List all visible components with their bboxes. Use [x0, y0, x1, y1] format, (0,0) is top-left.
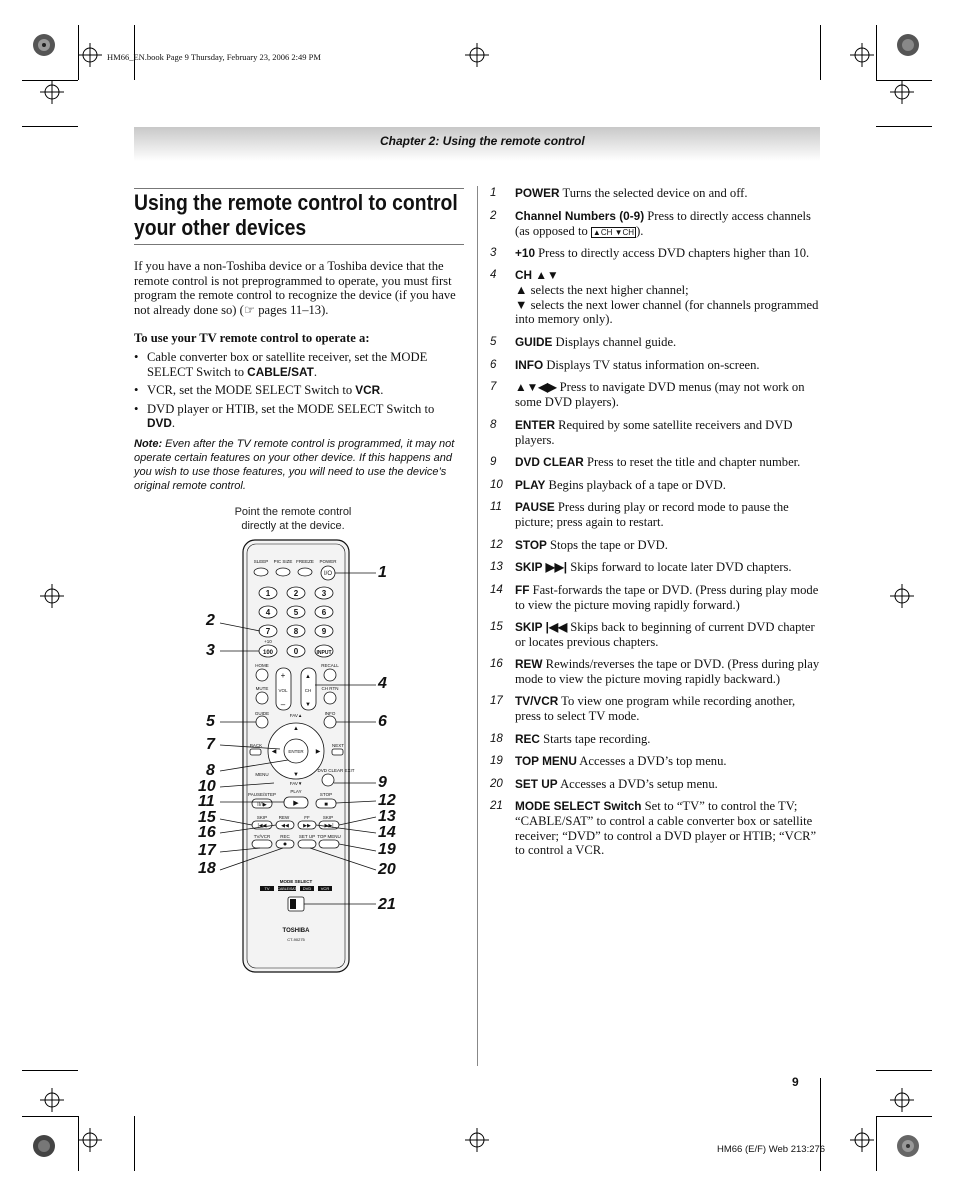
svg-text:▶▶: ▶▶	[303, 823, 311, 829]
svg-text:VOL: VOL	[278, 688, 288, 693]
target-icon	[78, 1128, 102, 1152]
channel-buttons-icon: ▲CH ▼CH	[592, 227, 635, 237]
callout-number: 2	[206, 612, 215, 629]
bullet-list	[134, 350, 464, 435]
target-icon	[890, 80, 914, 104]
list-item: 3 +10 Press to directly access DVD chapters higher than 10.	[490, 246, 810, 260]
list-item: 10 PLAY Begins playback of a tape or DVD.	[490, 478, 726, 492]
svg-text:RECALL: RECALL	[321, 663, 339, 668]
list-item: 20 SET UP Accesses a DVD’s setup menu.	[490, 777, 718, 791]
svg-text:SLEEP: SLEEP	[253, 559, 269, 564]
svg-text:DVD CLEAR EXIT: DVD CLEAR EXIT	[317, 768, 355, 773]
callout-number: 7	[206, 736, 215, 753]
list-item: 8 ENTER Required by some satellite receivers and DVD players.	[490, 418, 793, 447]
chapter-header: Chapter 2: Using the remote control	[380, 134, 585, 148]
svg-text:■: ■	[324, 802, 328, 808]
svg-text:HOME: HOME	[255, 663, 269, 668]
svg-text:CT-90275: CT-90275	[287, 937, 305, 942]
svg-text:4: 4	[265, 608, 271, 617]
color-target-icon	[897, 1135, 919, 1157]
list-item: 15 SKIP |◀◀ Skips back to beginning of current DVD chapter or locates previous chapters.	[490, 620, 815, 649]
callout-number: 15	[198, 809, 216, 826]
list-item: 18 REC Starts tape recording.	[490, 732, 651, 746]
page-reference-icon: ☞	[243, 302, 256, 317]
svg-text:DVD: DVD	[302, 886, 312, 891]
list-item: 14 FF Fast-forwards the tape or DVD. (Press during play mode to view the picture moving rapidly forward.)	[490, 583, 819, 612]
svg-text:II/I▶: II/I▶	[257, 802, 267, 808]
target-icon	[40, 1088, 64, 1112]
callout-number: 8	[206, 762, 215, 779]
svg-text:◀: ◀	[271, 749, 277, 755]
svg-text:PAUSE/STEP: PAUSE/STEP	[248, 792, 276, 797]
color-target-icon	[897, 34, 919, 56]
svg-text:1: 1	[265, 589, 271, 598]
svg-text:CH RTN: CH RTN	[321, 686, 339, 691]
callout-number: 14	[378, 824, 396, 841]
svg-text:◀◀: ◀◀	[281, 823, 289, 829]
target-icon	[40, 80, 64, 104]
page-title	[134, 190, 464, 240]
callout-number: 17	[198, 842, 216, 859]
svg-text:ENTER: ENTER	[288, 749, 304, 754]
svg-text:CABLE/SAT: CABLE/SAT	[277, 887, 297, 891]
file-info: HM66_EN.book Page 9 Thursday, February 23, 2006 2:49 PM	[107, 52, 321, 62]
svg-text:POWER: POWER	[319, 559, 337, 564]
callout-number: 10	[198, 778, 216, 795]
callout-number: 6	[378, 713, 387, 730]
list-item: 21 MODE SELECT Switch Set to “TV” to control the TV; “CABLE/SAT” to control a cable converter box or satellite receiver; “DVD” to control a DVD player or HTIB; “VCR” to control a VCR.	[490, 799, 817, 858]
intro-paragraph	[134, 259, 464, 317]
list-item: 16 REW Rewinds/reverses the tape or DVD. (Press during play mode to view the picture moving rapidly backward.)	[490, 657, 820, 686]
list-item: 2 Channel Numbers (0-9) Press to directly access channels (as opposed to ▲CH ▼CH ).	[490, 209, 811, 238]
list-item: • VCR, set the MODE SELECT Switch to VCR.	[134, 383, 464, 398]
page-number: 9	[792, 1075, 799, 1089]
svg-text:INFO: INFO	[324, 711, 336, 716]
svg-text:TV: TV	[264, 886, 270, 891]
svg-text:|◀◀: |◀◀	[257, 823, 267, 829]
callout-number: 18	[198, 860, 216, 877]
callout-number: 4	[378, 675, 387, 692]
list-item: 5 GUIDE Displays channel guide.	[490, 335, 677, 349]
subhead: To use your TV remote control to operate a:	[134, 331, 370, 345]
svg-text:INPUT: INPUT	[316, 650, 332, 656]
svg-text:FREEZE: FREEZE	[296, 559, 314, 564]
remote-caption: Point the remote control directly at the device.	[234, 506, 352, 532]
svg-text:5: 5	[293, 608, 299, 617]
page-title-line2: your other devices	[134, 215, 307, 240]
target-icon	[850, 1128, 874, 1152]
home-icon	[256, 669, 268, 681]
svg-text:GUIDE: GUIDE	[254, 711, 270, 716]
color-target-icon	[33, 34, 55, 56]
svg-text:8: 8	[293, 627, 299, 636]
svg-text:TOP MENU: TOP MENU	[317, 834, 341, 839]
svg-text:VCR: VCR	[320, 886, 330, 891]
callout-number: 3	[206, 642, 215, 659]
callout-number: 19	[378, 841, 396, 858]
svg-text:FAV▼: FAV▼	[289, 781, 303, 786]
list-item: 19 TOP MENU Accesses a DVD’s top menu.	[490, 754, 727, 768]
callout-number: 12	[378, 792, 396, 809]
svg-text:TOSHIBA: TOSHIBA	[282, 928, 310, 934]
svg-text:CH: CH	[304, 688, 312, 693]
callout-number: 1	[378, 564, 387, 581]
callout-number: 11	[198, 793, 215, 810]
column-divider	[477, 186, 478, 1066]
callout-number: 5	[206, 713, 215, 730]
svg-text:2: 2	[293, 589, 299, 598]
svg-text:7: 7	[265, 627, 271, 636]
svg-text:SKIP: SKIP	[322, 815, 334, 820]
svg-text:REW: REW	[278, 815, 290, 820]
remote-control-illustration	[190, 535, 410, 975]
intro-text: If you have a non-Toshiba device or a Toshiba device that the remote control is not preprogrammed to operate, you must first program the remote control to recognize the device (if you have not already done so) (	[134, 259, 456, 317]
list-item: 9 DVD CLEAR Press to reset the title and chapter number.	[490, 455, 801, 469]
svg-text:MODE SELECT: MODE SELECT	[279, 879, 313, 884]
target-icon	[465, 1128, 489, 1152]
list-item: • DVD player or HTIB, set the MODE SELECT Switch to DVD.	[134, 402, 464, 431]
svg-text:3: 3	[321, 589, 327, 598]
list-item: 12 STOP Stops the tape or DVD.	[490, 538, 668, 552]
svg-text:FAV▲: FAV▲	[289, 713, 303, 718]
target-icon	[465, 43, 489, 67]
list-item: 11 PAUSE Press during play or record mode to pause the picture; press again to restart.	[490, 500, 789, 529]
target-icon	[40, 584, 64, 608]
callout-number: 16	[198, 824, 216, 841]
list-item: 7 ▲▼◀▶ Press to navigate DVD menus (may not work on some DVD players).	[490, 380, 805, 409]
note	[134, 437, 464, 493]
callout-number: 20	[378, 861, 396, 878]
svg-text:MUTE: MUTE	[255, 686, 269, 691]
svg-text:SET UP: SET UP	[298, 834, 316, 839]
target-icon	[78, 43, 102, 67]
page-title-line1: Using the remote control to control	[134, 190, 458, 215]
footer-text: HM66 (E/F) Web 213:276	[717, 1144, 826, 1155]
target-icon	[850, 43, 874, 67]
title-rule-bottom	[134, 244, 464, 245]
note-label: Note:	[134, 438, 163, 450]
svg-text:SKIP: SKIP	[256, 815, 268, 820]
svg-text:6: 6	[321, 608, 327, 617]
list-item: 4 CH ▲▼ ▲ selects the next higher channel; ▼ selects the next lower channel (for channels programmed into memory only).	[490, 268, 819, 327]
svg-text:+10: +10	[264, 639, 272, 644]
svg-text:0: 0	[293, 647, 299, 656]
list-item: 17 TV/VCR To view one program while recording another, press to select TV mode.	[490, 694, 796, 723]
svg-text:NEXT: NEXT	[331, 743, 345, 748]
callout-number: 21	[378, 896, 396, 913]
callout-number: 9	[378, 774, 387, 791]
svg-text:BACK: BACK	[249, 743, 263, 748]
svg-text:▶: ▶	[315, 749, 321, 755]
svg-text:PLAY: PLAY	[290, 789, 302, 794]
color-target-icon	[33, 1135, 55, 1157]
svg-text:FF: FF	[304, 815, 310, 820]
svg-text:REC: REC	[280, 834, 290, 839]
svg-text:▲: ▲	[293, 726, 299, 732]
list-item: 13 SKIP ▶▶| Skips forward to locate later DVD chapters.	[490, 560, 792, 574]
list-item: • Cable converter box or satellite receiver, set the MODE SELECT Switch to CABLE/SAT.	[134, 350, 464, 379]
svg-text:I/O: I/O	[323, 571, 333, 577]
list-item: 6 INFO Displays TV status information on-screen.	[490, 358, 760, 372]
list-item: 1 POWER Turns the selected device on and off.	[490, 186, 748, 200]
target-icon	[890, 1088, 914, 1112]
svg-text:▲: ▲	[305, 674, 311, 680]
svg-text:▼: ▼	[293, 772, 299, 778]
svg-text:▶▶|: ▶▶|	[324, 823, 334, 829]
title-rule-top	[134, 188, 464, 189]
svg-text:▼: ▼	[305, 702, 311, 708]
target-icon	[890, 584, 914, 608]
callout-number: 13	[378, 808, 396, 825]
svg-text:100: 100	[262, 650, 274, 656]
svg-text:PIC SIZE: PIC SIZE	[273, 559, 293, 564]
svg-text:MENU: MENU	[255, 772, 269, 777]
svg-text:–: –	[280, 700, 286, 709]
svg-text:▶: ▶	[293, 800, 299, 807]
intro-text-end: pages 11–13).	[255, 302, 329, 317]
svg-text:TV/VCR: TV/VCR	[253, 834, 271, 839]
note-text: Even after the TV remote control is programmed, it may not operate certain features on your other device. If this happens and you wish to use those features, you will need to use the device’s original remote control.	[134, 438, 455, 492]
svg-text:+: +	[280, 671, 286, 680]
svg-text:9: 9	[321, 627, 327, 636]
svg-text:STOP: STOP	[319, 792, 333, 797]
